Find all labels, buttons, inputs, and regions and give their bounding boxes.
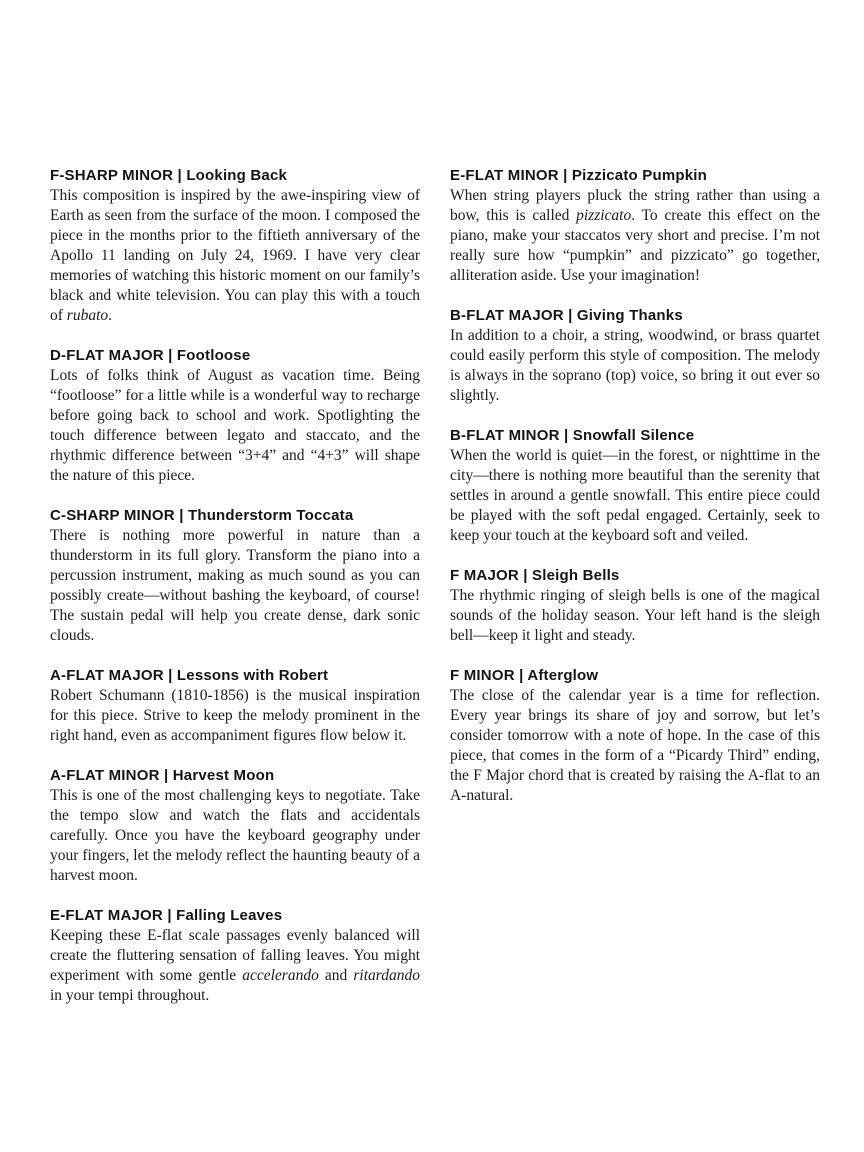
heading-separator: |	[563, 307, 577, 324]
key-name: D-FLAT MAJOR	[50, 347, 164, 364]
heading-separator: |	[514, 667, 528, 684]
section-heading	[450, 566, 820, 586]
section-heading	[50, 906, 420, 926]
piece-section	[450, 426, 820, 546]
key-name: B-FLAT MAJOR	[450, 307, 564, 324]
key-name: F MAJOR	[450, 567, 519, 584]
piece-section	[50, 906, 420, 1006]
heading-separator: |	[159, 767, 173, 784]
key-name: B-FLAT MINOR	[450, 427, 560, 444]
section-heading	[450, 426, 820, 446]
piece-title: Giving Thanks	[576, 307, 683, 324]
heading-separator: |	[163, 347, 177, 364]
body-text: Lots of folks think of August as vacation time. Being “footloose” for a little while is a wonderful way to recharge before going back to school and work. Spotlighting the touch difference between legato and staccato, and the rhythmic difference between “3+4” and “4+3” will shape the nature of this piece.	[50, 367, 420, 484]
section-body	[50, 186, 420, 326]
heading-separator: |	[558, 167, 572, 184]
piece-section	[450, 166, 820, 286]
body-text: In addition to a choir, a string, woodwind, or brass quartet could easily perform this style of composition. The melody is always in the soprano (top) voice, so bring it out ever so slightly.	[450, 327, 820, 404]
piece-title: Snowfall Silence	[572, 427, 695, 444]
body-text: The rhythmic ringing of sleigh bells is one of the magical sounds of the holiday season. Your left hand is the sleigh bell—keep it light and steady.	[450, 587, 820, 644]
piece-title: Harvest Moon	[172, 767, 275, 784]
piece-title: Pizzicato Pumpkin	[571, 167, 708, 184]
piece-section	[450, 306, 820, 406]
body-text: in your tempi throughout.	[50, 987, 210, 1004]
heading-separator: |	[162, 907, 177, 924]
key-name: A-FLAT MAJOR	[50, 667, 164, 684]
heading-separator: |	[174, 507, 188, 524]
section-heading	[450, 166, 820, 186]
body-text: There is nothing more powerful in nature than a thunderstorm in its full glory. Transform the piano into a percussion instrument, making as much sound as you can possibly create—without bashing the keyboard, of course! The sustain pedal will help you create dense, dark sonic clouds.	[50, 527, 420, 644]
section-heading	[50, 346, 420, 366]
italic-term: accelerando	[242, 967, 319, 984]
document-page	[50, 166, 820, 1026]
body-text: and	[318, 967, 354, 984]
piece-section	[50, 346, 420, 486]
body-text: This composition is inspired by the awe-inspiring view of Earth as seen from the surface of the moon. I composed the piece in the months prior to the fiftieth anniversary of the Apollo 11 landing on July 24, 1969. I have very clear memories of watching this historic moment on our family’s black and white television. You can play this with a touch of	[50, 187, 420, 324]
piece-section	[50, 766, 420, 886]
heading-separator: |	[163, 667, 177, 684]
section-body	[50, 366, 420, 486]
key-name: F-SHARP MINOR	[50, 167, 174, 184]
section-body	[450, 446, 820, 546]
piece-title: Footloose	[176, 347, 251, 364]
piece-title: Looking Back	[186, 167, 288, 184]
section-heading	[50, 766, 420, 786]
piece-section	[50, 506, 420, 646]
key-name: E-FLAT MINOR	[450, 167, 559, 184]
piece-section	[450, 666, 820, 806]
section-heading	[50, 166, 420, 186]
body-text: When string players pluck the string rather than using a bow, this is called	[450, 187, 820, 224]
right-column	[450, 166, 820, 1026]
heading-separator: |	[559, 427, 573, 444]
heading-separator: |	[173, 167, 187, 184]
piece-title: Lessons with Robert	[176, 667, 329, 684]
section-body	[450, 586, 820, 646]
body-text: This is one of the most challenging keys to negotiate. Take the tempo slow and watch the flats and accidentals carefully. Once you have the keyboard geography under your fingers, let the melody reflect the haunting beauty of a harvest moon.	[50, 787, 420, 884]
section-body	[50, 686, 420, 746]
section-heading	[50, 506, 420, 526]
section-body	[450, 686, 820, 806]
piece-section	[50, 666, 420, 746]
body-text: When the world is quiet—in the forest, or nighttime in the city—there is nothing more beautiful than the serenity that settles in around a gentle snowfall. This entire piece could be played with the soft pedal engaged. Certainly, seek to keep your touch at the keyboard soft and veiled.	[450, 447, 820, 544]
piece-section	[450, 566, 820, 646]
piece-title: Thunderstorm Toccata	[187, 507, 354, 524]
section-body	[450, 326, 820, 406]
body-text: .	[108, 307, 113, 324]
section-heading	[50, 666, 420, 686]
body-text: The close of the calendar year is a time for reflection. Every year brings its share of joy and sorrow, but let’s consider tomorrow with a note of hope. In the case of this piece, that comes in the form of a “Picardy Third” ending, the F Major chord that is created by raising the A-flat to an A-natural.	[450, 687, 820, 804]
section-body	[50, 926, 420, 1006]
key-name: C-SHARP MINOR	[50, 507, 175, 524]
key-name: E-FLAT MAJOR	[50, 907, 163, 924]
italic-term: rubato	[66, 307, 109, 324]
italic-term: pizzicato	[576, 207, 632, 224]
italic-term: ritardando	[353, 967, 420, 984]
key-name: F MINOR	[450, 667, 515, 684]
section-heading	[450, 306, 820, 326]
section-body	[50, 526, 420, 646]
left-column	[50, 166, 420, 1026]
section-body	[50, 786, 420, 886]
piece-title: Afterglow	[527, 667, 599, 684]
key-name: A-FLAT MINOR	[50, 767, 160, 784]
section-heading	[450, 666, 820, 686]
piece-title: Falling Leaves	[176, 907, 283, 924]
body-text: Robert Schumann (1810-1856) is the musical inspiration for this piece. Strive to keep the melody prominent in the right hand, even as accompaniment figures flow below it.	[50, 687, 420, 744]
heading-separator: |	[518, 567, 533, 584]
piece-title: Sleigh Bells	[532, 567, 620, 584]
body-text: Keeping these E-flat scale passages evenly balanced will create the fluttering sensation of falling leaves. You might experiment with some gentle	[50, 927, 420, 984]
piece-section	[50, 166, 420, 326]
body-text: . To create this effect on the piano, make your staccatos very short and precise. I’m not really sure how “pumpkin” and pizzicato” go together, alliteration aside. Use your imagination!	[450, 207, 820, 284]
section-body	[450, 186, 820, 286]
